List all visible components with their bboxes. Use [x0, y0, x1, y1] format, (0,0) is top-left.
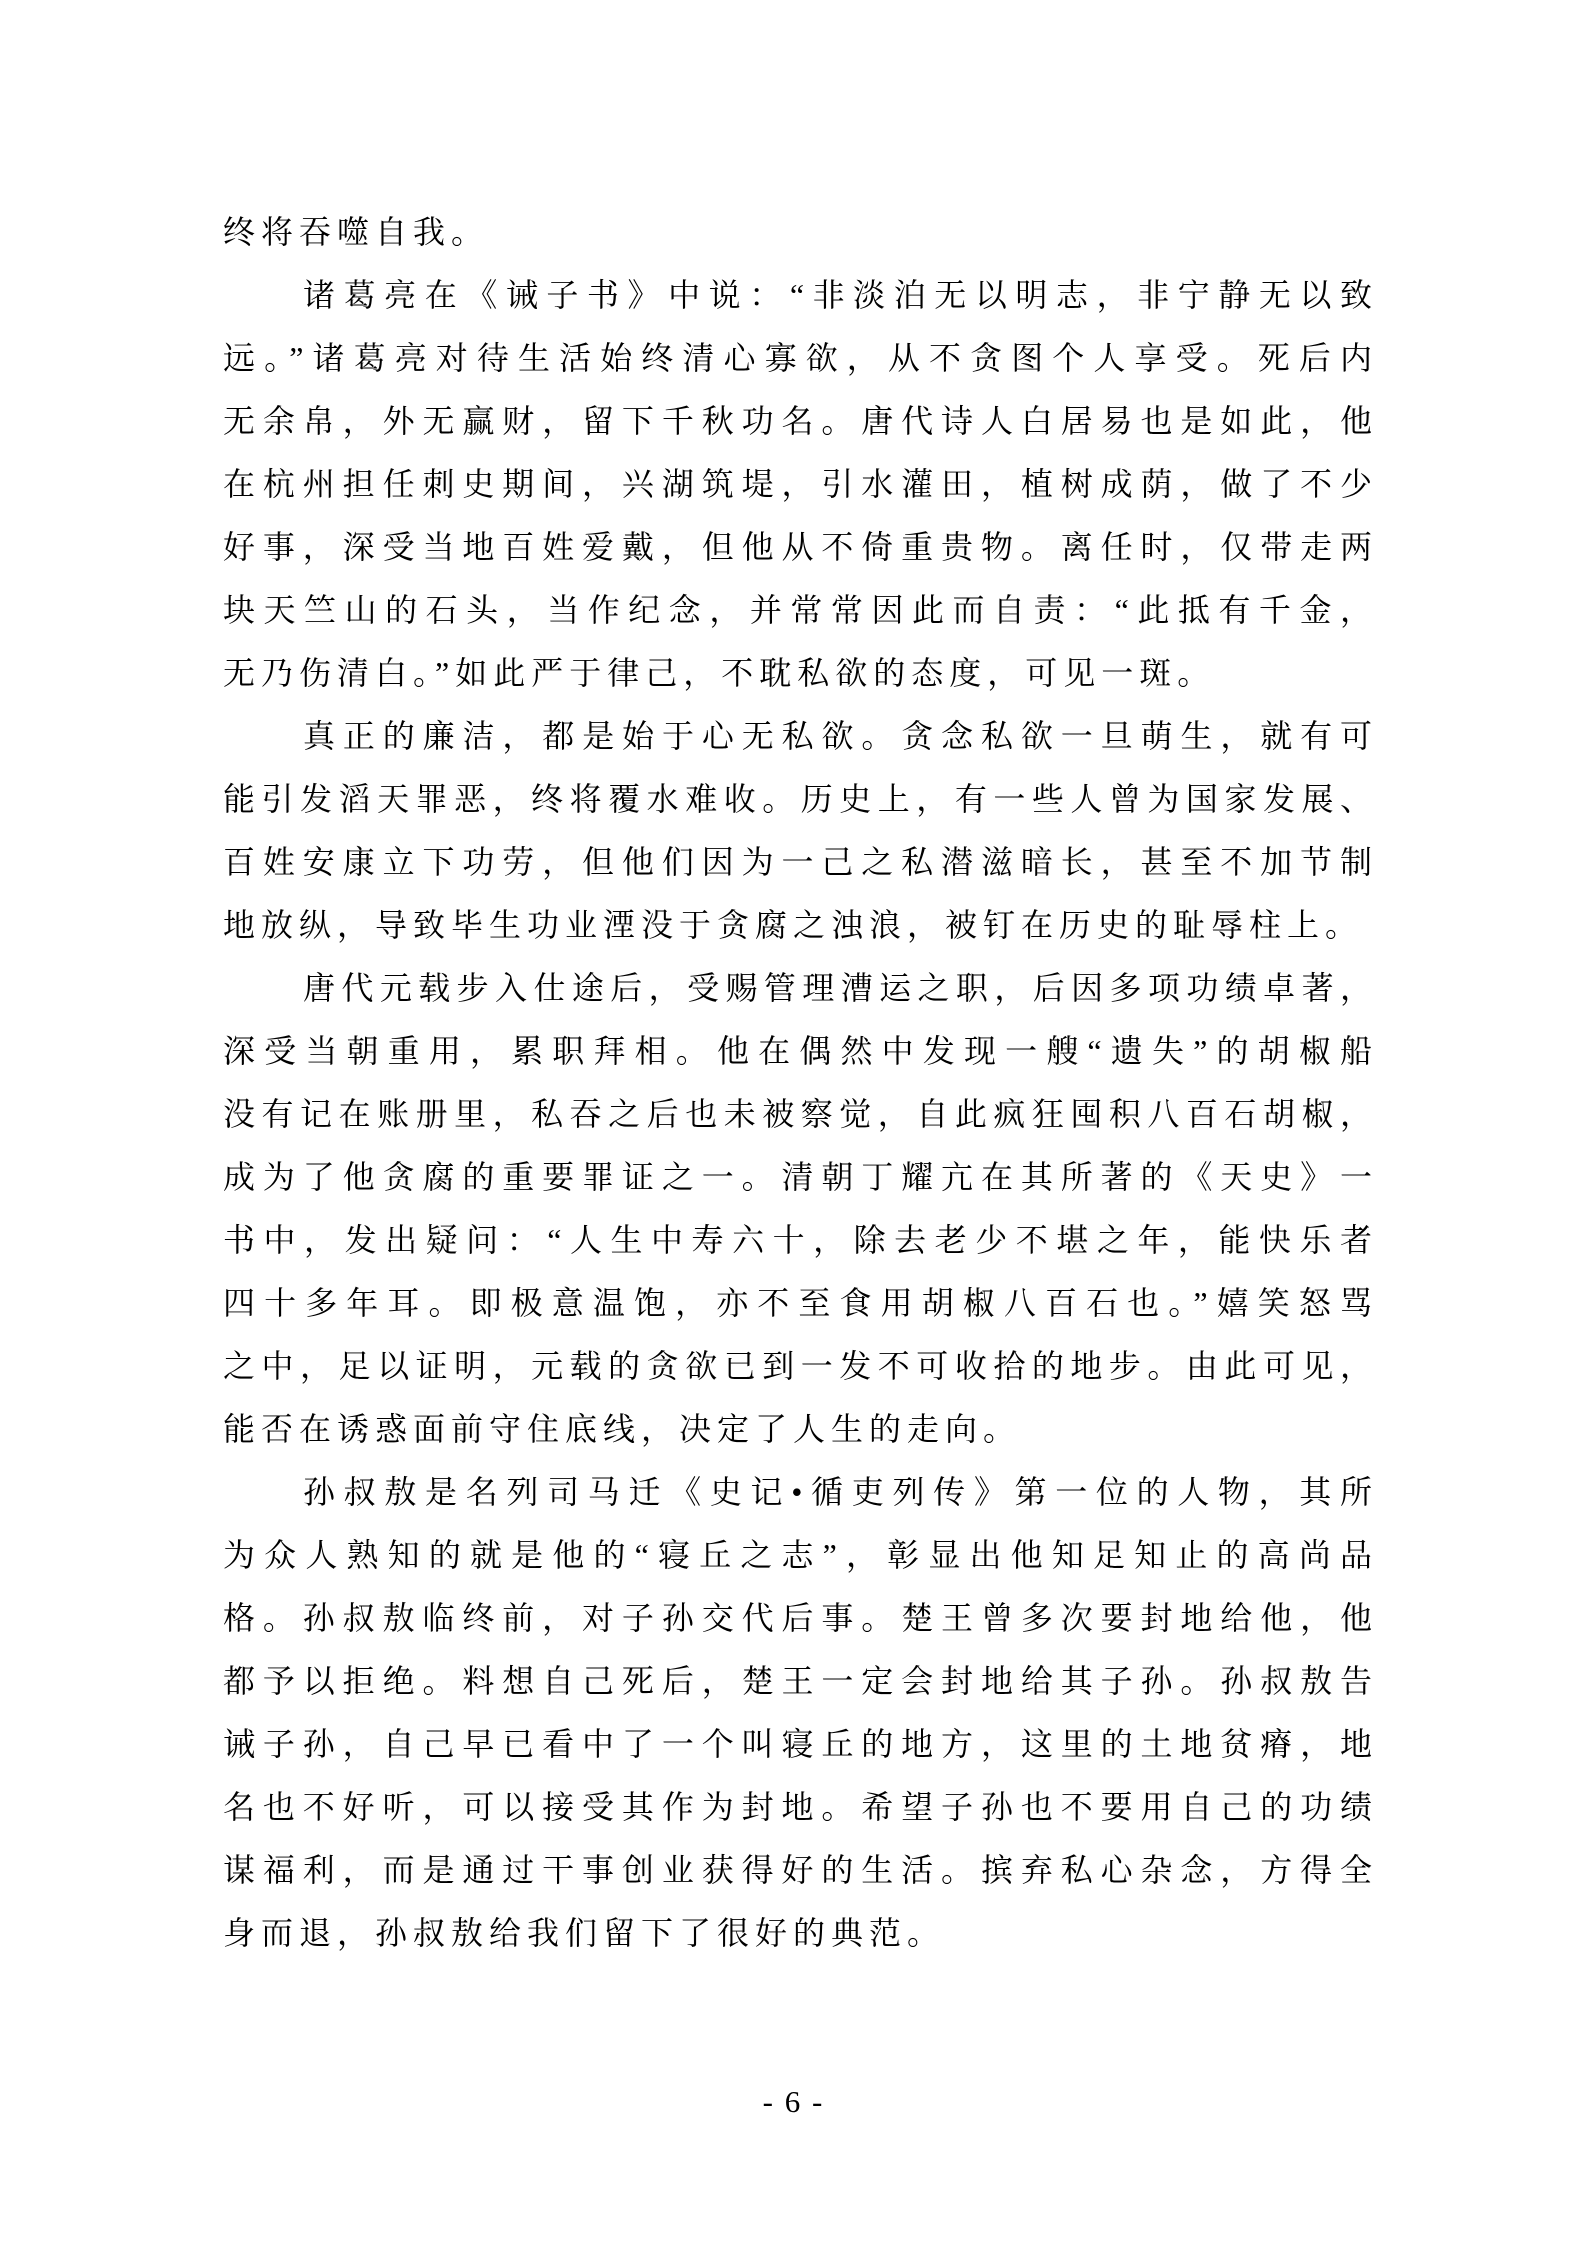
text-line: 深受当朝重用，累职拜相。他在偶然中发现一艘“遗失”的胡椒船	[223, 1033, 1378, 1069]
text-line: 能引发滔天罪恶，终将覆水难收。历史上，有一些人曾为国家发展、	[223, 781, 1378, 817]
paragraph	[223, 957, 1378, 1461]
paragraph	[223, 1461, 1378, 1965]
text-line: 能否在诱惑面前守住底线，决定了人生的走向。	[223, 1411, 1022, 1447]
text-line: 无乃伤清白。”如此严于律己，不耽私欲的态度，可见一斑。	[223, 655, 1216, 691]
text-line: 之中，足以证明，元载的贪欲已到一发不可收拾的地步。由此可见，	[223, 1348, 1378, 1384]
text-line: 四十多年耳。即极意温饱，亦不至食用胡椒八百石也。”嬉笑怒骂	[223, 1285, 1378, 1321]
text-line: 为众人熟知的就是他的“寝丘之志”，彰显出他知足知止的高尚品	[223, 1537, 1378, 1573]
text-line: 无余帛，外无赢财，留下千秋功名。唐代诗人白居易也是如此，他	[223, 403, 1378, 439]
paragraph	[223, 705, 1378, 957]
text-line: 真正的廉洁，都是始于心无私欲。贪念私欲一旦萌生，就有可	[303, 718, 1378, 754]
text-line: 好事，深受当地百姓爱戴，但他从不倚重贵物。离任时，仅带走两	[223, 529, 1378, 565]
text-line: 没有记在账册里，私吞之后也未被察觉，自此疯狂囤积八百石胡椒，	[223, 1096, 1378, 1132]
document-body	[223, 201, 1378, 1965]
text-line: 终将吞噬自我。	[223, 214, 490, 250]
text-line: 都予以拒绝。料想自己死后，楚王一定会封地给其子孙。孙叔敖告	[223, 1663, 1378, 1699]
text-line: 地放纵，导致毕生功业湮没于贪腐之浊浪，被钉在历史的耻辱柱上。	[223, 907, 1364, 943]
text-line: 块天竺山的石头，当作纪念，并常常因此而自责：“此抵有千金，	[223, 592, 1378, 628]
paragraph	[223, 264, 1378, 705]
text-line: 在杭州担任刺史期间，兴湖筑堤，引水灌田，植树成荫，做了不少	[223, 466, 1378, 502]
text-line: 诸葛亮在《诫子书》中说：“非淡泊无以明志，非宁静无以致	[303, 277, 1378, 313]
text-line: 孙叔敖是名列司马迁《史记•循吏列传》第一位的人物，其所	[303, 1474, 1378, 1510]
text-line: 诫子孙，自己早已看中了一个叫寝丘的地方，这里的土地贫瘠，地	[223, 1726, 1378, 1762]
text-line: 格。孙叔敖临终前，对子孙交代后事。楚王曾多次要封地给他，他	[223, 1600, 1378, 1636]
text-line: 身而退，孙叔敖给我们留下了很好的典范。	[223, 1915, 946, 1951]
text-line: 成为了他贪腐的重要罪证之一。清朝丁耀亢在其所著的《天史》一	[223, 1159, 1378, 1195]
text-line: 名也不好听，可以接受其作为封地。希望子孙也不要用自己的功绩	[223, 1789, 1378, 1825]
text-line: 远。”诸葛亮对待生活始终清心寡欲，从不贪图个人享受。死后内	[223, 340, 1378, 376]
text-line: 百姓安康立下功劳，但他们因为一己之私潜滋暗长，甚至不加节制	[223, 844, 1378, 880]
text-line: 谋福利，而是通过干事创业获得好的生活。摈弃私心杂念，方得全	[223, 1852, 1378, 1888]
page-number: - 6 -	[762, 2084, 825, 2119]
text-line: 唐代元载步入仕途后，受赐管理漕运之职，后因多项功绩卓著，	[303, 970, 1378, 1006]
text-line: 书中，发出疑问：“人生中寿六十，除去老少不堪之年，能快乐者	[223, 1222, 1378, 1258]
paragraph	[223, 201, 1378, 264]
